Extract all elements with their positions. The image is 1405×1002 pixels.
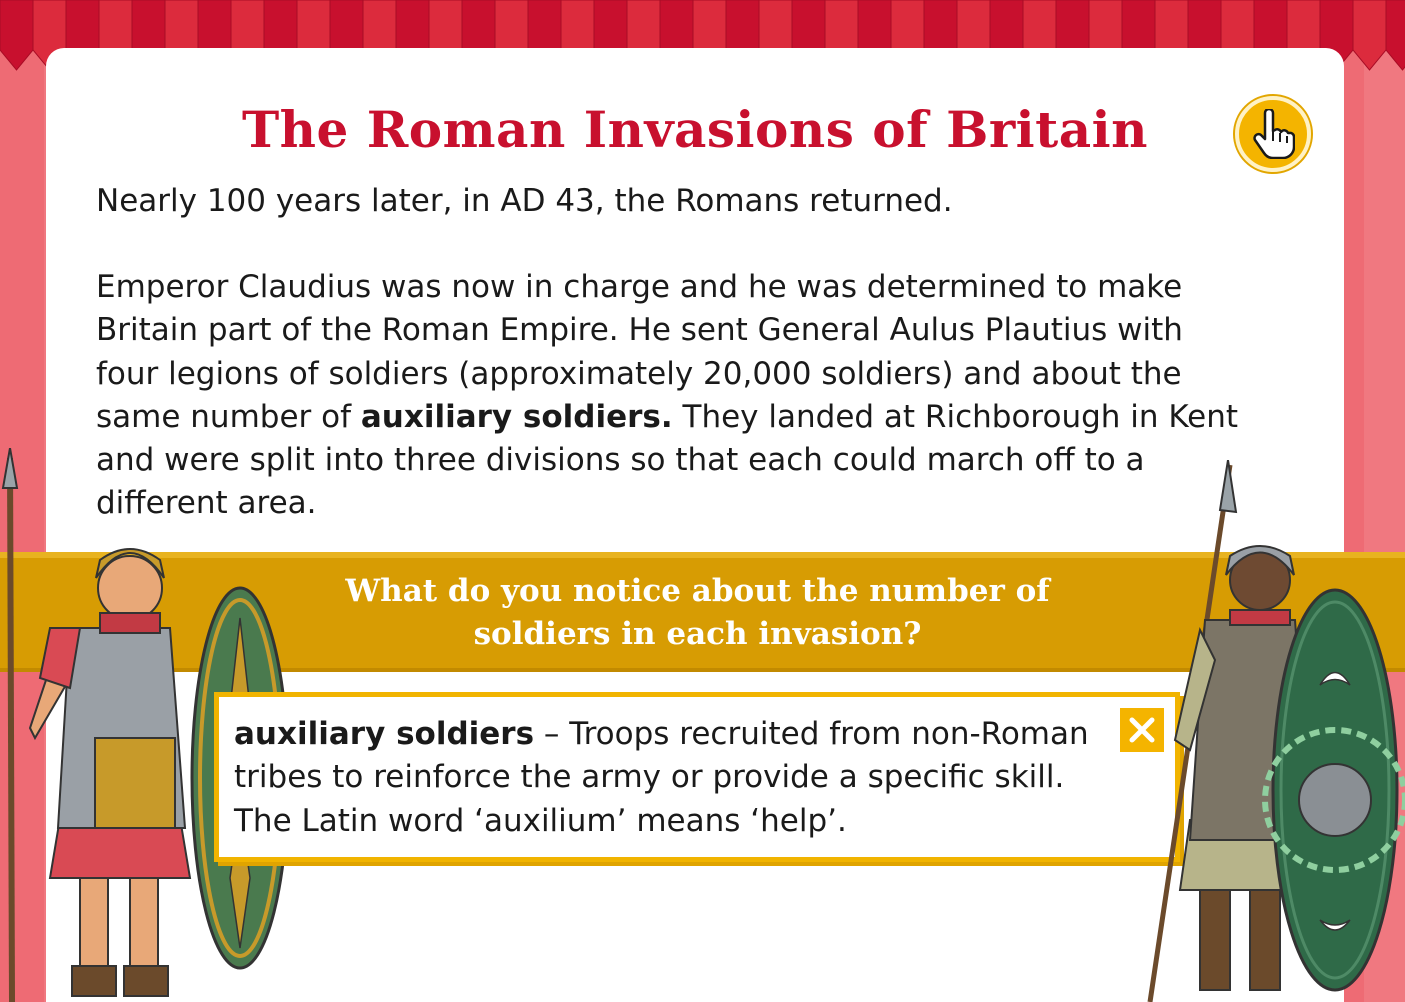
- interactive-pointer-button[interactable]: [1235, 96, 1311, 172]
- definition-line: – Troops recruited from non-Roman: [534, 716, 1089, 752]
- intro-paragraph: Nearly 100 years later, in AD 43, the Romans returned.: [96, 183, 953, 219]
- paragraph-line: They landed at Richborough in Kent: [672, 398, 1239, 435]
- definition-text: [234, 713, 1114, 843]
- auxiliary-soldiers-keyword[interactable]: auxiliary soldiers.: [360, 398, 673, 435]
- question-line: soldiers in each invasion?: [473, 616, 922, 652]
- paragraph-line: different area.: [96, 485, 317, 522]
- definition-line: The Latin word ‘auxilium’ means ‘help’.: [234, 802, 847, 839]
- definition-line: tribes to reinforce the army or provide a specific skill.: [234, 759, 1065, 796]
- auxiliary-soldier-illustration: [1120, 460, 1405, 1002]
- question-line: What do you notice about the number of: [345, 573, 1050, 609]
- page-title: The Roman Invasions of Britain: [241, 100, 1149, 159]
- question-text: [300, 570, 1095, 656]
- definition-term: auxiliary soldiers: [234, 716, 535, 752]
- paragraph-line: four legions of soldiers (approximately 20,000 soldiers) and about the: [96, 355, 1182, 392]
- paragraph-line: Emperor Claudius was now in charge and he was determined to make: [96, 269, 1183, 305]
- hand-pointer-icon: [1251, 109, 1295, 159]
- paragraph-line: Britain part of the Roman Empire. He sent General Aulus Plautius with: [96, 312, 1183, 349]
- paragraph-line: and were split into three divisions so that each could march off to a: [96, 442, 1145, 479]
- paragraph-line: same number of: [96, 398, 361, 435]
